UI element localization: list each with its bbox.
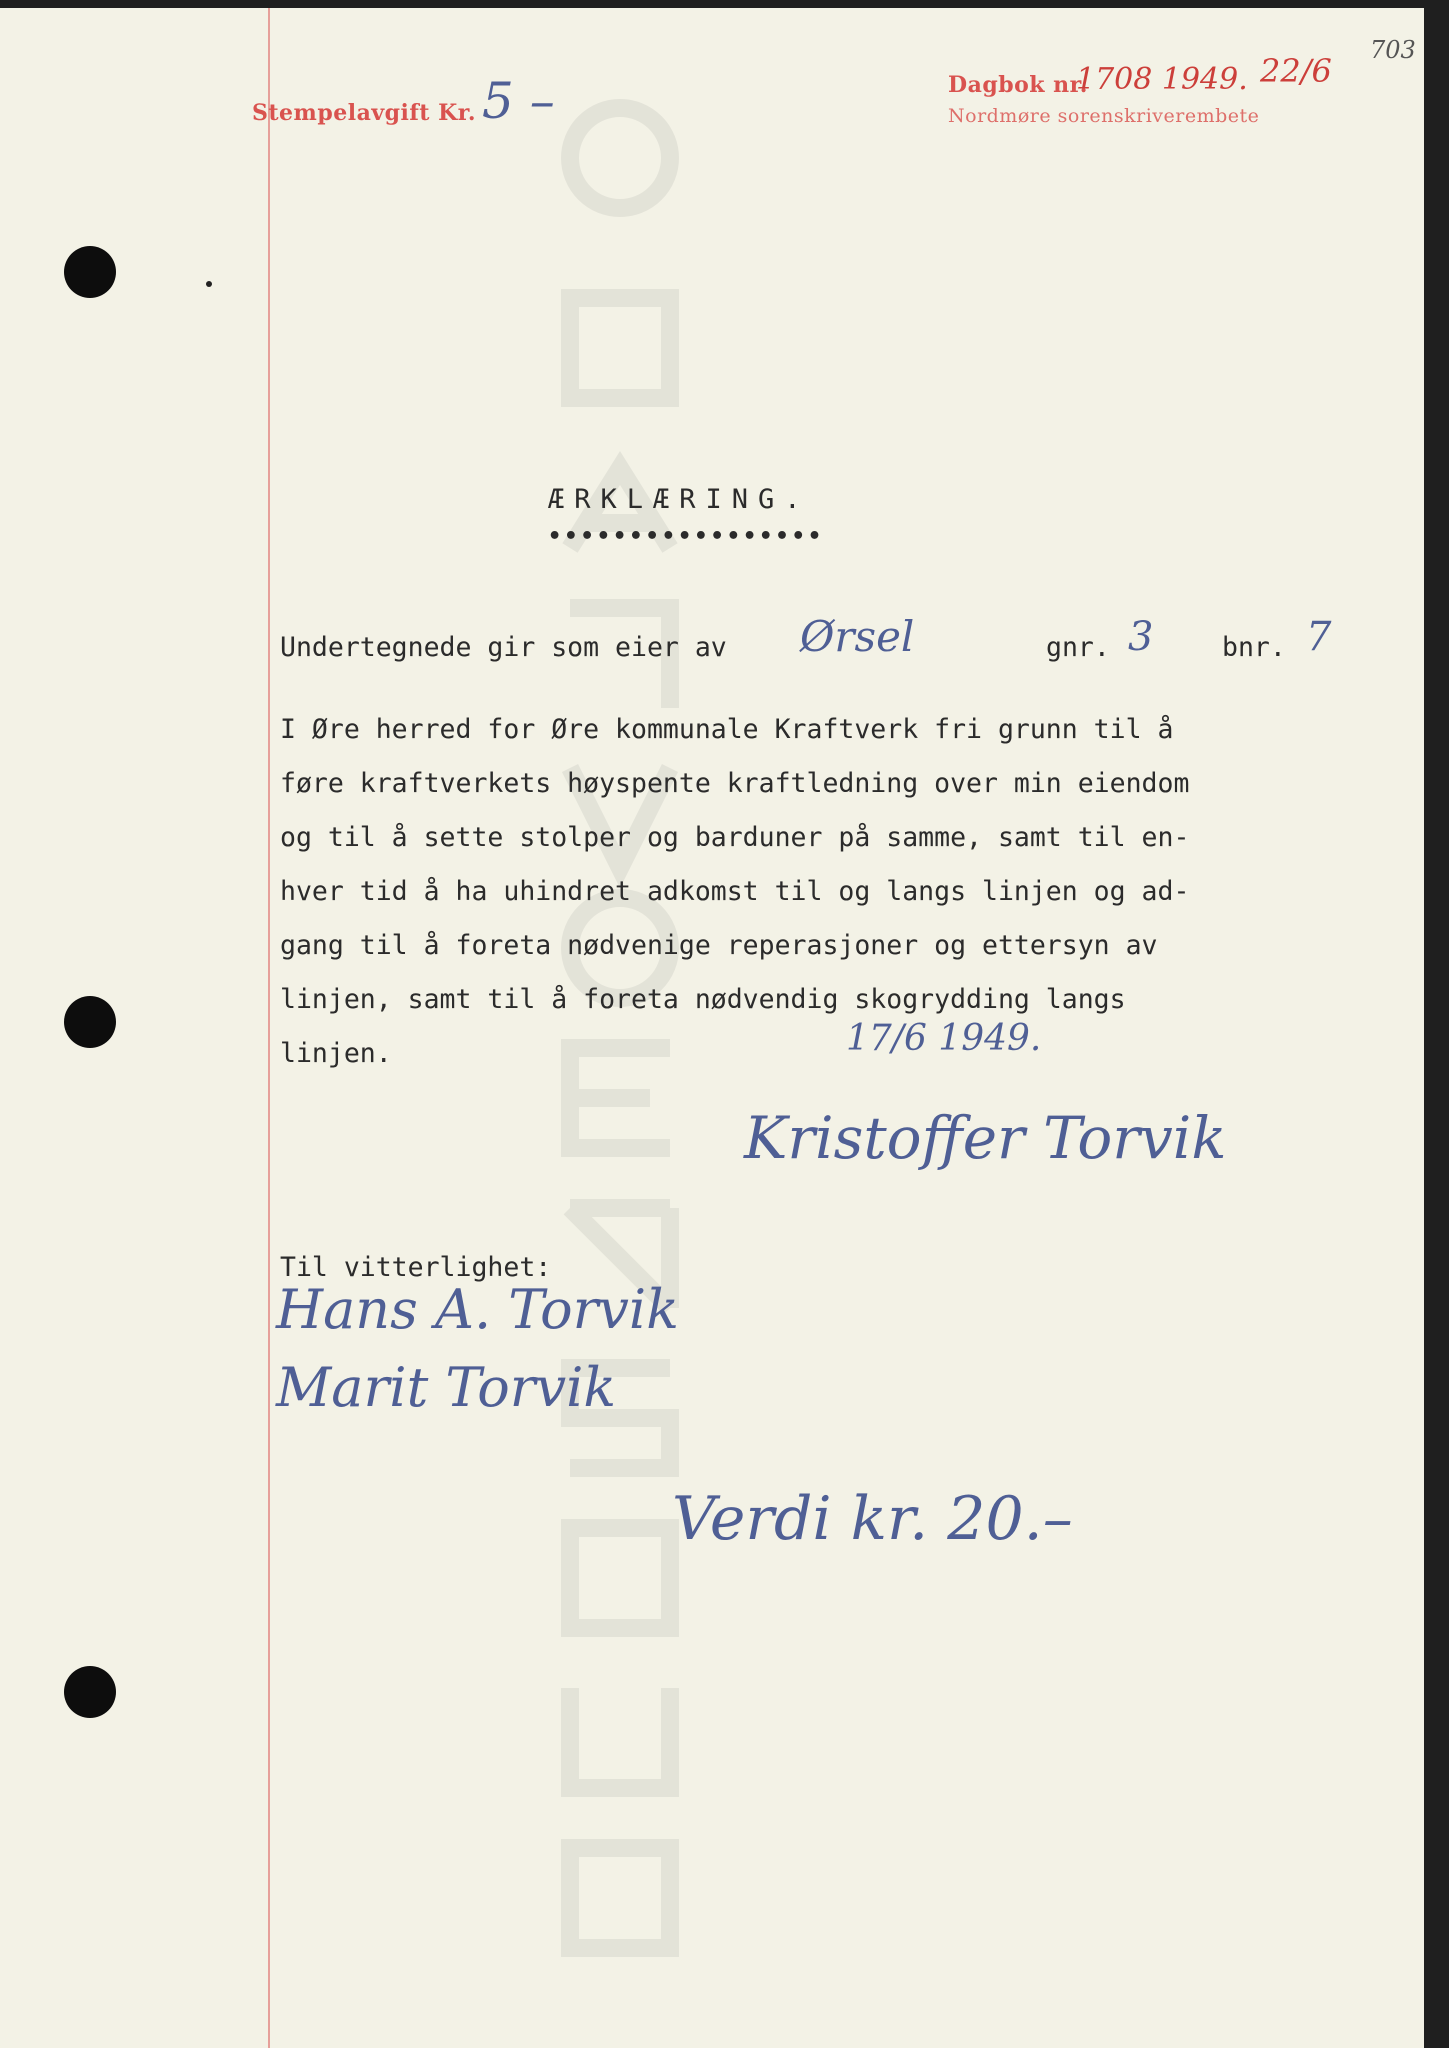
witness-signature: Hans A. Torvik: [276, 1278, 679, 1341]
dagbok-value: 1708 1949.: [1076, 62, 1248, 97]
dagbok-label: Dagbok nr.: [948, 72, 1088, 98]
punch-hole: [64, 1666, 116, 1718]
document-page: [0, 8, 1424, 2048]
body-line: hver tid å ha uhindret adkomst til og langs linjen og ad-: [280, 876, 1190, 907]
bnr-value: 7: [1306, 614, 1332, 660]
body-line: føre kraftverkets høyspente kraftledning over min eiendom: [280, 768, 1190, 799]
farm-name: Ørsel: [800, 612, 915, 661]
body-line: linjen, samt til å foreta nødvendig skogrydding langs: [280, 984, 1126, 1015]
body-line: linjen.: [280, 1038, 392, 1069]
stamp-fee-value: 5 –: [482, 72, 555, 130]
witness-label: Til vitterlighet:: [280, 1252, 552, 1283]
value-note: Verdi kr. 20.–: [672, 1484, 1073, 1554]
body-line: I Øre herred for Øre kommunale Kraftverk fri grunn til å: [280, 714, 1174, 745]
gnr-label: gnr.: [1046, 632, 1110, 663]
margin-line: [268, 8, 270, 2048]
punch-hole: [64, 996, 116, 1048]
punch-hole: [64, 246, 116, 298]
bnr-label: bnr.: [1222, 632, 1286, 663]
gnr-value: 3: [1128, 614, 1154, 660]
document-title: ÆRKLÆRING.: [548, 484, 811, 515]
title-underline: •••••••••••••••••: [548, 524, 825, 549]
witness-signature: Marit Torvik: [276, 1356, 617, 1419]
body-line: og til å sette stolper og barduner på samme, samt til en-: [280, 822, 1190, 853]
watermark-letters: [540, 68, 700, 2028]
signature-date: 17/6 1949.: [846, 1018, 1042, 1059]
body-line: gang til å foreta nødvenige reperasjoner og ettersyn av: [280, 930, 1158, 961]
dagbok-date: 22/6: [1260, 52, 1332, 90]
paper-speck: [206, 281, 212, 287]
signature: Kristoffer Torvik: [744, 1104, 1227, 1172]
page-number: 703: [1370, 36, 1416, 64]
stamp-fee-label: Stempelavgift Kr.: [252, 100, 476, 126]
office-stamp: Nordmøre sorenskriverembete: [948, 105, 1260, 127]
intro-text: Undertegnede gir som eier av: [280, 632, 727, 663]
